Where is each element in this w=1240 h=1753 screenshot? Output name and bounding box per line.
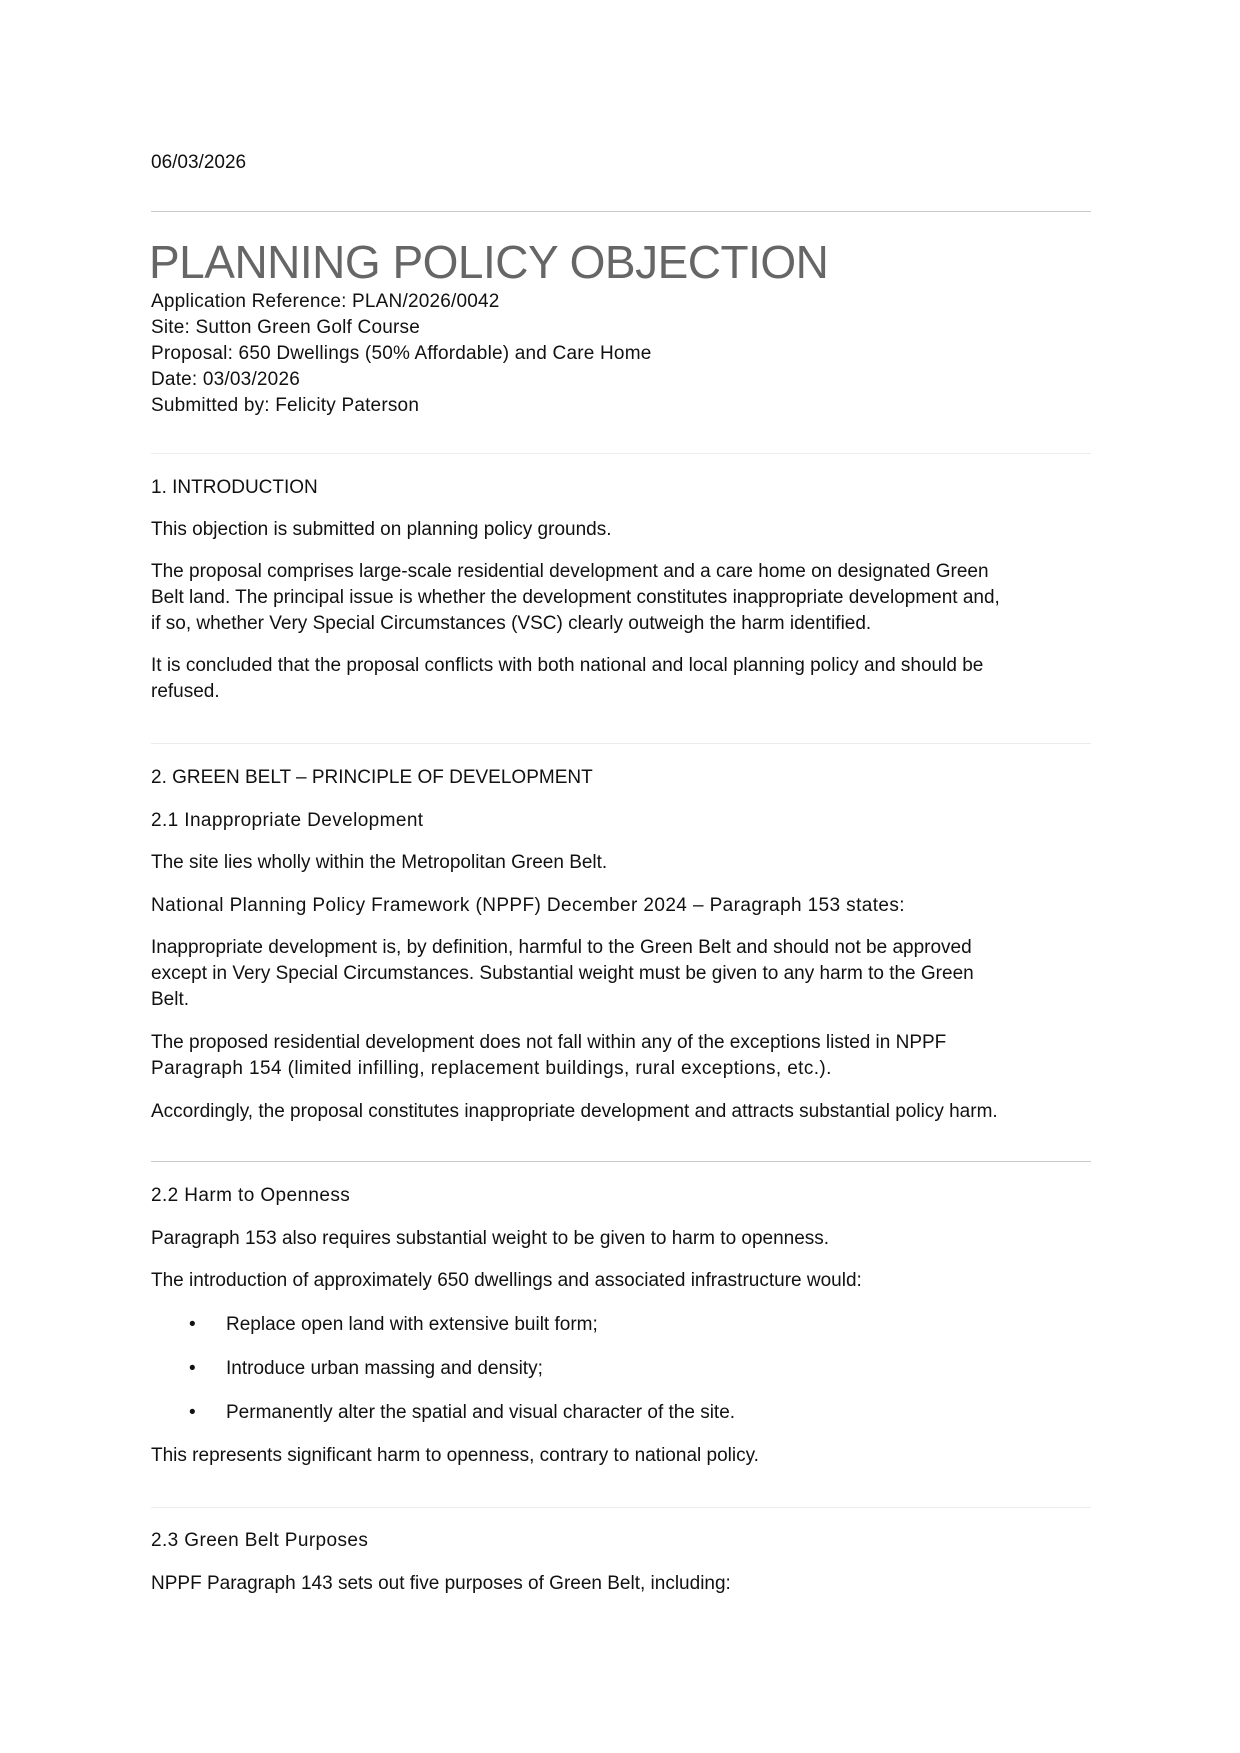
application-reference: Application Reference: PLAN/2026/0042 <box>151 291 500 312</box>
paragraph: NPPF Paragraph 143 sets out five purposes of Green Belt, including: <box>151 1573 731 1594</box>
subsection-divider <box>151 1161 1091 1162</box>
paragraph-line: Inappropriate development is, by definition, harmful to the Green Belt and should not be approved <box>151 937 972 958</box>
paragraph: Paragraph 153 also requires substantial weight to be given to harm to openness. <box>151 1228 830 1249</box>
paragraph: Accordingly, the proposal constitutes inappropriate development and attracts substantial policy harm. <box>151 1101 998 1122</box>
section-divider <box>151 743 1091 744</box>
paragraph: This represents significant harm to openness, contrary to national policy. <box>151 1445 759 1466</box>
paragraph: The site lies wholly within the Metropolitan Green Belt. <box>151 852 608 873</box>
page-title: PLANNING POLICY OBJECTION <box>149 236 829 288</box>
paragraph-line: Belt. <box>151 989 190 1010</box>
paragraph: The introduction of approximately 650 dwellings and associated infrastructure would: <box>151 1270 862 1291</box>
submitted-by: Submitted by: Felicity Paterson <box>151 395 420 416</box>
section-heading-introduction: 1. INTRODUCTION <box>151 477 318 498</box>
list-item-text: Introduce urban massing and density; <box>226 1358 543 1379</box>
paragraph-line: The proposed residential development does not fall within any of the exceptions listed in NPPF <box>151 1032 947 1053</box>
header-divider <box>151 211 1091 212</box>
bullet-icon: • <box>189 1358 196 1379</box>
subsection-heading-harm-to-openness: 2.2 Harm to Openness <box>151 1185 351 1206</box>
paragraph-line: except in Very Special Circumstances. Substantial weight must be given to any harm to the Green <box>151 963 974 984</box>
list-item-text: Replace open land with extensive built form; <box>226 1314 598 1335</box>
list-item-text: Permanently alter the spatial and visual character of the site. <box>226 1402 736 1423</box>
paragraph-line: It is concluded that the proposal conflicts with both national and local planning policy and should be <box>151 655 984 676</box>
subsection-heading-green-belt-purposes: 2.3 Green Belt Purposes <box>151 1530 369 1551</box>
paragraph: National Planning Policy Framework (NPPF) December 2024 – Paragraph 153 states: <box>151 895 905 916</box>
paragraph-line: Paragraph 154 (limited infilling, replacement buildings, rural exceptions, etc.). <box>151 1058 832 1079</box>
paragraph: This objection is submitted on planning policy grounds. <box>151 519 612 540</box>
paragraph-line: The proposal comprises large-scale residential development and a care home on designated Green <box>151 561 989 582</box>
bullet-icon: • <box>189 1314 196 1335</box>
submission-date: Date: 03/03/2026 <box>151 369 300 390</box>
paragraph <box>151 559 1091 637</box>
subsection-heading-inappropriate-development: 2.1 Inappropriate Development <box>151 810 424 831</box>
paragraph <box>151 935 1091 1013</box>
subsection-divider <box>151 1507 1091 1508</box>
document-date: 06/03/2026 <box>151 152 247 173</box>
proposal-description: Proposal: 650 Dwellings (50% Affordable) and Care Home <box>151 343 652 364</box>
paragraph-line: Belt land. The principal issue is whether the development constitutes inappropriate development and, <box>151 587 1000 608</box>
site-name: Site: Sutton Green Golf Course <box>151 317 420 338</box>
application-details <box>151 289 652 419</box>
paragraph-line: refused. <box>151 681 220 702</box>
section-heading-green-belt: 2. GREEN BELT – PRINCIPLE OF DEVELOPMENT <box>151 767 593 788</box>
paragraph-line: if so, whether Very Special Circumstances (VSC) clearly outweigh the harm identified. <box>151 613 872 634</box>
paragraph <box>151 653 1091 705</box>
paragraph <box>151 1030 1091 1082</box>
bullet-icon: • <box>189 1402 196 1423</box>
section-divider <box>151 453 1091 454</box>
